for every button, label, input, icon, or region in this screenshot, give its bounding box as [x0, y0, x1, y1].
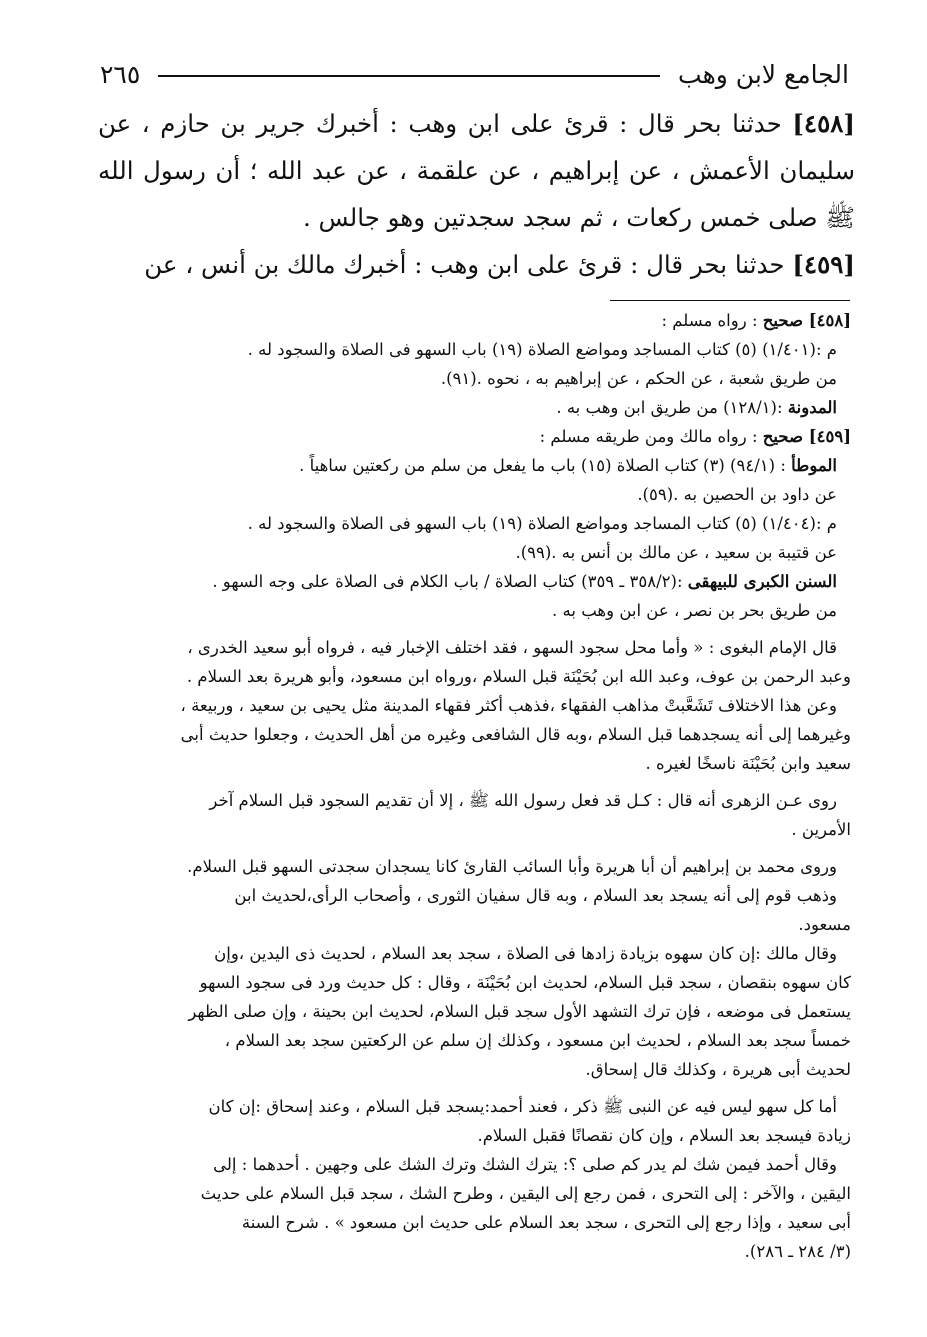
- source-label: المدونة: [787, 398, 837, 417]
- note-line: [98, 393, 851, 422]
- note-line: من طريق بحر بن نصر ، عن ابن وهب به .: [552, 601, 837, 620]
- note-458-head: [98, 306, 851, 335]
- hadith-458-line-1: حدثنا بحر قال : قرئ على ابن وهب : أخبرك جرير بن حازم ، عن: [98, 109, 782, 138]
- commentary-line: الأمرين .: [791, 820, 851, 839]
- footnote-separator: [610, 300, 850, 301]
- note-line: [98, 567, 851, 596]
- main-hadith-text: [98, 100, 855, 288]
- commentary-line: وعبد الرحمن بن عوف، وعبد الله ابن بُحَيْنَة قبل السلام ،ورواه ابن مسعود، وأبو هريرة بعد السلام .: [186, 667, 851, 686]
- commentary-line: قال الإمام البغوى : « وأما محل سجود السهو ، فقد اختلف الإخبار فيه ، فرواه أبو سعيد الخدرى ،: [187, 638, 837, 657]
- source-label: السنن الكبرى للبيهقى: [687, 572, 837, 591]
- commentary-line: كان سهوه بنقصان ، سجد قبل السلام، لحديث ابن بُحَيْنَة ، وقال : كل حديث ورد فى سجود السهو: [199, 973, 851, 992]
- hadith-458-line-2: سليمان الأعمش ، عن إبراهيم ، عن علقمة ، عن عبد الله ؛ أن رسول الله ﷺ: [98, 156, 855, 232]
- note-459-head: [98, 422, 851, 451]
- commentary-line: سعيد وابن بُحَيْنَة ناسخًا لغيره .: [645, 754, 851, 773]
- commentary-line: وذهب قوم إلى أنه يسجد بعد السلام ، وبه قال سفيان الثورى ، وأصحاب الرأى،لحديث ابن: [234, 886, 837, 905]
- commentary-line: مسعود.: [798, 915, 851, 934]
- commentary-line: روى عـن الزهرى أنه قال : كـل قد فعل رسول الله ﷺ ، إلا أن تقديم السجود قبل السلام آخر: [209, 791, 837, 810]
- commentary-line: وقال مالك :إن كان سهوه بزيادة زادها فى الصلاة ، سجد بعد السلام ، لحديث ذى اليدين ،وإن: [214, 944, 837, 963]
- hadith-459-line-1: حدثنا بحر قال : قرئ على ابن وهب : أخبرك مالك بن أنس ، عن: [144, 250, 785, 279]
- hadith-458: [98, 100, 855, 241]
- note-459-head-text: : رواه مالك ومن طريقه مسلم :: [539, 427, 763, 446]
- note-line: م :(١/٤٠٤) (٥) كتاب المساجد ومواضع الصلاة (١٩) باب السهو فى الصلاة والسجود له .: [247, 514, 837, 533]
- commentary-line: خمساً سجد بعد السلام ، لحديث ابن مسعود ، وكذلك إن سلم عن الركعتين سجد بعد السلام ،: [224, 1031, 851, 1050]
- hadith-458-line-3: صلى خمس ركعات ، ثم سجد سجدتين وهو جالس .: [302, 203, 818, 232]
- book-title: الجامع لابن وهب: [678, 59, 849, 89]
- hadith-number-458: [٤٥٨]: [792, 109, 855, 138]
- note-459-label: [٤٥٩] صحيح: [762, 427, 851, 446]
- commentary-line: وغيرهما إلى أنه يسجدهما قبل السلام ،وبه قال الشافعى وغيره من أهل الحديث ، وجعلوا حديث أبى: [180, 725, 851, 744]
- commentary-line: أبى سعيد ، وإذا رجع إلى التحرى ، سجد بعد السلام على حديث ابن مسعود » . شرح السنة: [241, 1213, 851, 1232]
- commentary-line: وعن هذا الاختلاف تَشَعَّبتْ مذاهب الفقهاء ،فذهب أكثر فقهاء المدينة مثل يحيى بن سعيد ، وربيعة ،: [180, 696, 837, 715]
- page-number: ٢٦٥: [100, 59, 141, 89]
- note-line: عن داود بن الحصين به .(٥٩).: [637, 485, 837, 504]
- hadith-number-459: [٤٥٩]: [792, 250, 855, 279]
- note-line-text: :(١٢٨/١) من طريق ابن وهب به .: [556, 398, 788, 417]
- note-line: عن قتيبة بن سعيد ، عن مالك بن أنس به .(٩٩).: [515, 543, 837, 562]
- header-rule: [158, 75, 660, 77]
- note-line-text: :(٣٥٨/٢ ـ ٣٥٩) كتاب الصلاة / باب الكلام فى الصلاة على وجه السهو .: [212, 572, 688, 591]
- running-head: [100, 56, 849, 92]
- hadith-459: [98, 241, 855, 288]
- note-line-text: : (٩٤/١) (٣) كتاب الصلاة (١٥) باب ما يفعل من سلم من ركعتين ساهياً .: [299, 456, 792, 475]
- commentary-line: يستعمل فى موضعه ، فإن ترك التشهد الأول سجد قبل السلام، لحديث ابن بحينة ، وإن صلى الظهر: [188, 1002, 851, 1021]
- commentary-line: وروى محمد بن إبراهيم أن أبا هريرة وأبا السائب القارئ كانا يسجدان سجدتى السهو قبل السلام.: [187, 857, 837, 876]
- commentary-line: وقال أحمد فيمن شك لم يدر كم صلى ؟: يترك الشك وترك الشك على وجهين . أحدهما : إلى: [213, 1155, 837, 1174]
- note-line: من طريق شعبة ، عن الحكم ، عن إبراهيم به ، نحوه .(٩١).: [440, 369, 837, 388]
- commentary-line: اليقين ، والآخر : إلى التحرى ، فمن رجع إلى اليقين ، وطرح الشك ، سجد قبل السلام على حديث: [200, 1184, 851, 1203]
- note-458-label: [٤٥٨] صحيح: [762, 311, 851, 330]
- note-line: م :(١/٤٠١) (٥) كتاب المساجد ومواضع الصلاة (١٩) باب السهو فى الصلاة والسجود له .: [247, 340, 837, 359]
- commentary-line: (٣/ ٢٨٤ ـ ٢٨٦).: [744, 1242, 851, 1261]
- footnotes: [98, 306, 851, 1266]
- source-label: الموطأ: [791, 456, 837, 475]
- commentary-line: أما كل سهو ليس فيه عن النبى ﷺ ذكر ، فعند أحمد:يسجد قبل السلام ، وعند إسحاق :إن كان: [208, 1097, 837, 1116]
- commentary-line: زيادة فيسجد بعد السلام ، وإن كان نقصانًا فقبل السلام.: [477, 1126, 851, 1145]
- note-line: [98, 451, 851, 480]
- commentary-line: لحديث أبى هريرة ، وكذلك قال إسحاق.: [585, 1060, 851, 1079]
- note-458-head-text: : رواه مسلم :: [661, 311, 763, 330]
